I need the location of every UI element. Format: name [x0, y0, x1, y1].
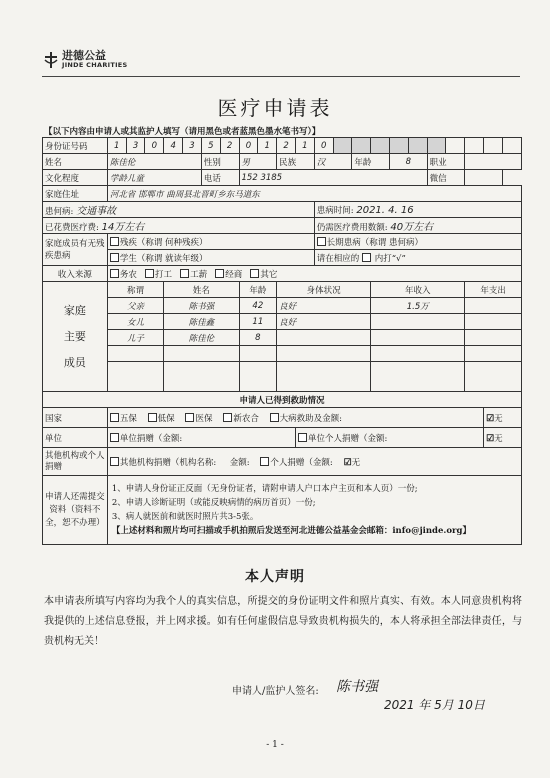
state-label: 国家 [43, 408, 108, 428]
checkbox[interactable] [110, 457, 119, 466]
id-digit[interactable]: 3 [183, 138, 202, 154]
phone-field[interactable]: 152 3185 [239, 170, 427, 186]
checkbox[interactable] [270, 413, 279, 422]
table-row: 女儿 陈佳鑫 11 良好 [43, 314, 522, 330]
onset-field[interactable]: 2021. 4. 16 [356, 204, 414, 216]
members-label: 家庭 主要 成员 [43, 282, 108, 392]
id-digit-redacted [333, 138, 352, 154]
docs-row [43, 476, 522, 545]
name-field[interactable]: 陈佳伦 [107, 154, 201, 170]
cost-row [43, 218, 522, 234]
unit-opt[interactable]: 单位捐赠（金额: [107, 428, 295, 448]
need-field[interactable]: 40万左右 [390, 222, 434, 233]
doc-item-email: 【上述材料和照片均可扫描或手机拍照后发送至河北进德公益基金会邮箱：info@jinde.org】 [111, 526, 471, 536]
spent-field[interactable]: 14万左右 [101, 222, 145, 233]
header-divider [42, 76, 520, 77]
id-digit-empty[interactable] [502, 138, 521, 154]
aid-title-row [43, 392, 522, 408]
income-row [43, 266, 522, 282]
opt-chronic[interactable]: 长期患病（称谓 患何病） [314, 234, 521, 250]
age-label: 年龄 [352, 154, 390, 170]
disease-cell[interactable] [43, 202, 315, 218]
docs-list [107, 476, 521, 545]
need-cell[interactable] [314, 218, 521, 234]
checkbox[interactable] [110, 253, 119, 262]
table-row: 父亲 陈书强 42 良好 1.5万 [43, 298, 522, 314]
id-digit[interactable]: 5 [201, 138, 220, 154]
checkbox[interactable] [110, 237, 119, 246]
id-digit-empty[interactable] [484, 138, 503, 154]
checkbox[interactable] [185, 413, 194, 422]
col-header: 年支出 [465, 282, 522, 298]
id-digit-redacted [352, 138, 371, 154]
need-label: 仍需医疗费用数额: [316, 223, 388, 233]
page-title: 医疗申请表 [217, 96, 333, 120]
checkbox[interactable] [148, 413, 157, 422]
checkbox[interactable] [145, 269, 154, 278]
name-label: 姓名 [43, 154, 108, 170]
income-opt: 其它 [260, 269, 278, 280]
wechat-label: 微信 [427, 170, 465, 186]
id-digit[interactable]: 3 [126, 138, 145, 154]
checkbox[interactable] [260, 457, 269, 466]
checkbox[interactable] [250, 269, 259, 278]
unit-none[interactable]: ☑无 [484, 428, 522, 448]
docs-label: 申请人还需提交资料（资料不全，恕不办理） [43, 476, 108, 545]
sign-date[interactable]: 2021 年 5月 10日 [384, 698, 485, 712]
id-digit-redacted [408, 138, 427, 154]
wechat-field[interactable] [465, 170, 503, 186]
doc-item: 2、申请人诊断证明（或能反映病情的病历首页）一份; [111, 498, 316, 508]
page-number: - 1 - [266, 740, 284, 750]
family-health-row-2 [43, 250, 522, 266]
age-field[interactable]: 8 [390, 154, 428, 170]
address-row [43, 186, 522, 202]
application-form [42, 137, 522, 545]
col-header: 身体状况 [277, 282, 371, 298]
gender-label: 性别 [201, 154, 239, 170]
family-health-label: 家庭成员有无残疾患病 [43, 234, 108, 266]
other-aid-row [43, 448, 522, 476]
income-label: 收入来源 [43, 266, 108, 282]
checkbox[interactable] [110, 413, 119, 422]
table-row [43, 362, 522, 392]
id-digit[interactable]: 2 [220, 138, 239, 154]
checkmark-icon[interactable]: ☑ [343, 457, 352, 468]
gender-field[interactable]: 男 [239, 154, 277, 170]
checkbox-sample [362, 253, 371, 262]
id-digit[interactable]: 1 [107, 138, 126, 154]
state-options: 五保 低保 医保 新农合 大病救助及金额: [107, 408, 483, 428]
org-logo [44, 50, 128, 69]
aid-title: 申请人已得到救助情况 [43, 392, 522, 408]
id-digit[interactable]: 2 [277, 138, 296, 154]
income-opt: 打工 [154, 269, 172, 280]
col-header: 年龄 [239, 282, 277, 298]
job-label: 职业 [427, 154, 465, 170]
opt-student[interactable]: 学生（称谓 就读年级） [107, 250, 314, 266]
phone-label: 电话 [201, 170, 239, 186]
id-digit[interactable]: 0 [145, 138, 164, 154]
doc-item: 1、申请人身份证正反面（无身份证者，请附申请人户口本户主页和本人页）一份; [111, 484, 418, 494]
checkbox[interactable] [180, 269, 189, 278]
other-options: 其他机构捐赠（机构名称: 金额: 个人捐赠（金额: ☑无 [107, 448, 521, 476]
spent-cell[interactable] [43, 218, 315, 234]
table-row [43, 346, 522, 362]
income-options [107, 266, 521, 282]
declaration-title: 本人声明 [245, 569, 305, 585]
fill-instruction: 【以下内容由申请人或其监护人填写（请用黑色或者蓝黑色墨水笔书写）】 [44, 127, 321, 137]
col-header: 姓名 [164, 282, 239, 298]
other-label: 其他机构或个人捐赠 [43, 448, 108, 476]
income-opt: 工薪 [190, 269, 208, 280]
edu-row [43, 170, 522, 186]
address-label: 家庭住址 [43, 186, 108, 202]
col-header: 称谓 [107, 282, 163, 298]
checkbox[interactable] [215, 269, 224, 278]
org-name-cn: 进德公益 [62, 49, 106, 62]
id-digit-redacted [371, 138, 390, 154]
opt-disabled[interactable]: 残疾（称谓 何种残疾） [107, 234, 314, 250]
unit-aid-row [43, 428, 522, 448]
check-hint: 请在相应的 内打“√” [314, 250, 521, 266]
edu-field[interactable]: 学龄儿童 [107, 170, 201, 186]
name-row [43, 154, 522, 170]
spent-label: 已花费医疗费: [45, 223, 99, 233]
id-digit-redacted [427, 138, 446, 154]
checkmark-icon: ☑ [486, 433, 495, 444]
checkbox[interactable] [110, 269, 119, 278]
income-opt: 务农 [119, 269, 137, 280]
job-field[interactable] [465, 154, 522, 170]
onset-cell[interactable] [314, 202, 521, 218]
family-health-row [43, 234, 522, 250]
checkmark-icon: ☑ [486, 413, 495, 424]
unit-label: 单位 [43, 428, 108, 448]
onset-label: 患病时间: [316, 205, 354, 216]
checkbox[interactable] [317, 237, 326, 246]
signature-label: 申请人/监护人签名: [232, 686, 319, 697]
checkbox[interactable] [110, 433, 119, 442]
ethnic-field[interactable]: 汉 [314, 154, 352, 170]
disease-row [43, 202, 522, 218]
signature-field[interactable]: 陈书强 [336, 679, 378, 695]
members-head-row [43, 282, 522, 298]
id-digit[interactable]: 0 [314, 138, 333, 154]
declaration-body: 本申请表所填写内容均为我个人的真实信息，所提交的身份证明文件和照片真实、有效。本人同意贵机构将我提供的上述信息登报，并上网求援。如有任何虚假信息导致贵机构损失的，本人将承担全部法律责任，与贵机构无关！ [44, 596, 522, 647]
disease-label: 患何病: [45, 207, 74, 217]
doc-item: 3、病人就医前和就医时照片共3-5张。 [111, 512, 259, 522]
ethnic-label: 民族 [277, 154, 315, 170]
id-digit[interactable]: 1 [258, 138, 277, 154]
table-row: 儿子 陈佳伦 8 [43, 330, 522, 346]
edu-label: 文化程度 [43, 170, 108, 186]
jinde-logo-icon [44, 52, 58, 68]
checkbox[interactable] [298, 433, 307, 442]
id-digit-empty[interactable] [446, 138, 465, 154]
id-label: 身份证号码 [43, 138, 108, 154]
state-none[interactable]: ☑无 [484, 408, 522, 428]
disease-field[interactable]: 交通事故 [76, 206, 117, 217]
address-field[interactable]: 河北省 邯郸市 曲周县北晋町乡东马道东 [107, 186, 521, 202]
income-opt: 经商 [225, 269, 243, 280]
state-aid-row [43, 408, 522, 428]
unit-personal-opt[interactable]: 单位个人捐赠（金额: [295, 428, 483, 448]
checkbox[interactable] [223, 413, 232, 422]
id-digit[interactable]: 0 [239, 138, 258, 154]
id-row [43, 138, 522, 154]
col-header: 年收入 [371, 282, 465, 298]
id-digit[interactable]: 1 [295, 138, 314, 154]
org-name-en: JINDE CHARITIES [62, 61, 128, 69]
id-digit[interactable]: 4 [164, 138, 183, 154]
id-digit-redacted [390, 138, 409, 154]
id-digit-empty[interactable] [465, 138, 484, 154]
